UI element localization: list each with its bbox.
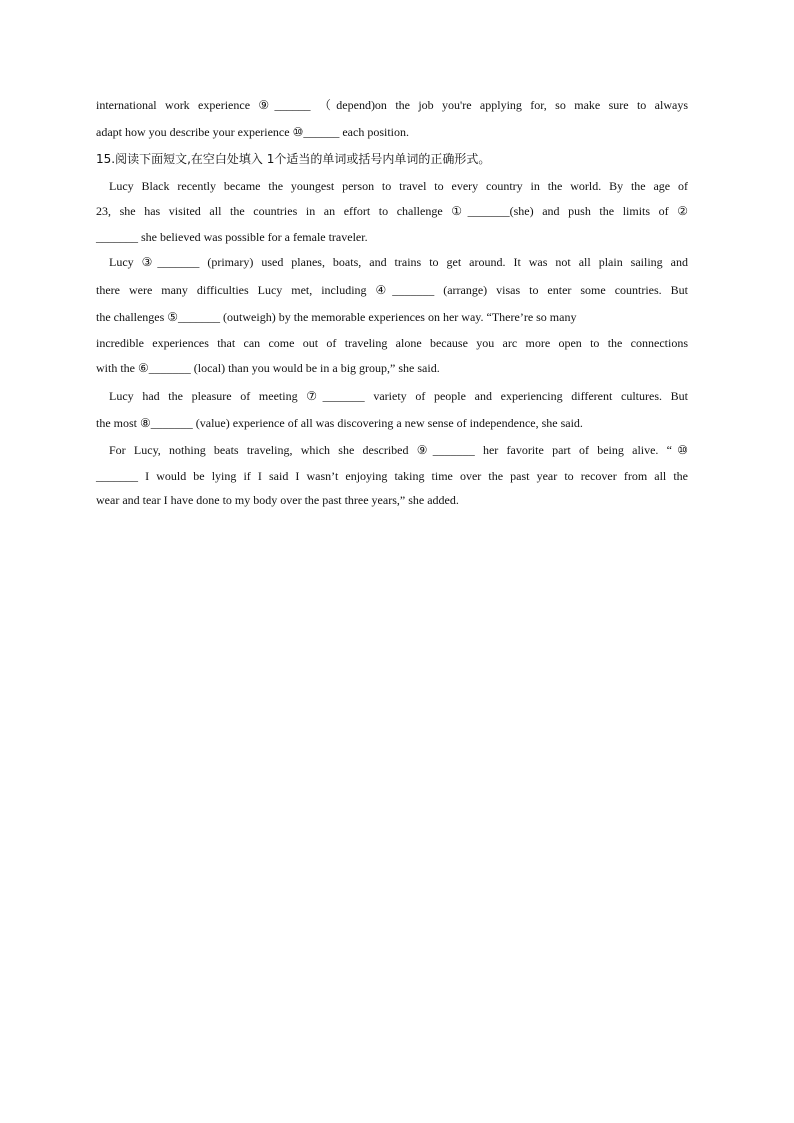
passage-p2-line-1: Lucy ③_______ (primary) used planes, boats, and trains to get around. It was not all plain sailing and bbox=[109, 255, 688, 269]
passage-p4-line-3: wear and tear I have done to my body over the past three years,” she added. bbox=[96, 493, 459, 507]
passage-p2-line-4: incredible experiences that can come out of traveling alone because you arc more open to the connections bbox=[96, 336, 688, 350]
prev-passage-line-1: international work experience ⑨______ （depend)on the job you're applying for, so make sure to always bbox=[96, 98, 688, 112]
passage-p2-line-3: the challenges ⑤_______ (outweigh) by the memorable experiences on her way. “There’re so many bbox=[96, 310, 577, 324]
passage-p3-line-1: Lucy had the pleasure of meeting ⑦_______ variety of people and experiencing different cultures. But bbox=[109, 389, 688, 403]
prev-passage-line-2: adapt how you describe your experience ⑩______ each position. bbox=[96, 125, 409, 139]
passage-p1-line-2: 23, she has visited all the countries in an effort to challenge ①_______(she) and push the limits of ② bbox=[96, 204, 688, 218]
passage-p2-line-5: with the ⑥_______ (local) than you would be in a big group,” she said. bbox=[96, 361, 440, 375]
passage-p3-line-2: the most ⑧_______ (value) experience of all was discovering a new sense of independence, she said. bbox=[96, 416, 583, 430]
passage-p4-line-1: For Lucy, nothing beats traveling, which she described ⑨_______ her favorite part of being alive. “⑩ bbox=[109, 443, 688, 457]
passage-p2-line-2: there were many difficulties Lucy met, including ④_______ (arrange) visas to enter some countries. But bbox=[96, 283, 688, 297]
passage-p1-line-3: _______ she believed was possible for a female traveler. bbox=[96, 230, 368, 244]
question-15-heading: 15.阅读下面短文,在空白处填入 1个适当的单词或括号内单词的正确形式。 bbox=[96, 152, 491, 166]
passage-p1-line-1: Lucy Black recently became the youngest person to travel to every country in the world. By the age of bbox=[109, 179, 688, 193]
passage-p4-line-2: _______ I would be lying if I said I wasn’t enjoying taking time over the past year to recover from all the bbox=[96, 469, 688, 483]
